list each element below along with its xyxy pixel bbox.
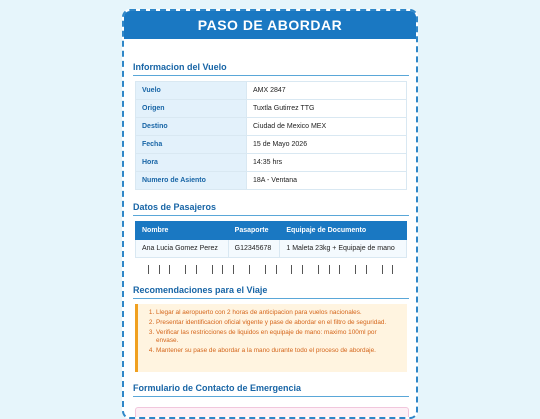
passengers-heading: Datos de Pasajeros <box>133 202 409 216</box>
barcode-bar <box>196 265 197 274</box>
barcode-bar <box>169 265 170 274</box>
barcode-bar <box>307 265 308 274</box>
passengers-cell: Ana Lucia Gomez Perez <box>136 240 229 258</box>
recommendations-list <box>144 309 399 355</box>
barcode-bar <box>329 265 330 274</box>
barcode-bar <box>376 265 377 274</box>
barcode-bar <box>238 265 239 274</box>
barcode-bar <box>323 265 324 274</box>
passengers-cell: G12345678 <box>228 240 280 258</box>
list-item: 3. Verificar las restricciones de liquidos en equipaje de mano: maximo 100ml por envase. <box>156 329 399 345</box>
barcode-bar <box>222 265 223 274</box>
barcode-bar <box>191 265 192 274</box>
flight-info-value: AMX 2847 <box>247 82 407 100</box>
barcode-bar <box>350 265 351 274</box>
barcode-bar <box>313 265 314 274</box>
passengers-column-header: Nombre <box>136 222 229 240</box>
barcode-bar <box>286 265 287 274</box>
barcode-bar <box>392 265 393 274</box>
flight-info-row <box>136 136 407 154</box>
flight-info-label: Numero de Asiento <box>136 172 247 190</box>
flight-info-label: Fecha <box>136 136 247 154</box>
barcode-bar <box>164 265 165 274</box>
barcode-bar <box>159 265 160 274</box>
emergency-heading: Formulario de Contacto de Emergencia <box>133 383 409 397</box>
barcode-bar <box>148 265 149 274</box>
list-item: 2. Presentar identificacion oficial vigente y pase de abordar en el filtro de seguridad. <box>156 319 399 327</box>
barcode-bar <box>345 265 346 274</box>
barcode <box>148 265 394 274</box>
barcode-bar <box>201 265 202 274</box>
barcode-bar <box>355 265 356 274</box>
flight-info-row <box>136 154 407 172</box>
flight-info-row <box>136 118 407 136</box>
list-item: 1. Llegar al aeropuerto con 2 horas de anticipacion para vuelos nacionales. <box>156 309 399 317</box>
list-item: 4. Mantener su pase de abordar a la mano durante todo el proceso de abordaje. <box>156 347 399 355</box>
recommendations-heading: Recomendaciones para el Viaje <box>133 285 409 299</box>
flight-info-heading: Informacion del Vuelo <box>133 62 409 76</box>
recommendations-box <box>135 304 407 372</box>
barcode-bar <box>153 265 154 274</box>
flight-info-value: 18A - Ventana <box>247 172 407 190</box>
barcode-bar <box>249 265 250 274</box>
barcode-bar <box>361 265 362 274</box>
table-row <box>136 240 407 258</box>
barcode-bar <box>318 265 319 274</box>
barcode-bar <box>382 265 383 274</box>
barcode-bar <box>387 265 388 274</box>
passengers-table <box>135 221 407 258</box>
barcode-bar <box>228 265 229 274</box>
barcode-bar <box>260 265 261 274</box>
barcode-bar <box>244 265 245 274</box>
barcode-bar <box>270 265 271 274</box>
barcode-bar <box>180 265 181 274</box>
passengers-column-header: Equipaje de Documento <box>280 222 407 240</box>
barcode-bar <box>297 265 298 274</box>
barcode-bar <box>233 265 234 274</box>
passengers-column-header: Pasaporte <box>228 222 280 240</box>
flight-info-label: Origen <box>136 100 247 118</box>
flight-info-row <box>136 172 407 190</box>
barcode-bar <box>334 265 335 274</box>
barcode-bar <box>339 265 340 274</box>
emergency-form[interactable] <box>135 407 409 419</box>
flight-info-row <box>136 82 407 100</box>
boarding-pass-card <box>122 9 418 419</box>
barcode-bar <box>366 265 367 274</box>
barcode-bar <box>281 265 282 274</box>
passengers-cell: 1 Maleta 23kg + Equipaje de mano <box>280 240 407 258</box>
barcode-bar <box>217 265 218 274</box>
barcode-bar <box>291 265 292 274</box>
barcode-bar <box>175 265 176 274</box>
flight-info-row <box>136 100 407 118</box>
barcode-bar <box>254 265 255 274</box>
barcode-bar <box>185 265 186 274</box>
flight-info-value: 14:35 hrs <box>247 154 407 172</box>
barcode-bar <box>276 265 277 274</box>
barcode-bar <box>265 265 266 274</box>
barcode-bar <box>212 265 213 274</box>
page-title: PASO DE ABORDAR <box>124 11 416 39</box>
barcode-bar <box>206 265 207 274</box>
flight-info-value: Tuxtla Gutirrez TTG <box>247 100 407 118</box>
flight-info-value: 15 de Mayo 2026 <box>247 136 407 154</box>
flight-info-label: Vuelo <box>136 82 247 100</box>
flight-info-label: Hora <box>136 154 247 172</box>
flight-info-value: Ciudad de Mexico MEX <box>247 118 407 136</box>
barcode-bar <box>302 265 303 274</box>
barcode-bar <box>371 265 372 274</box>
flight-info-label: Destino <box>136 118 247 136</box>
flight-info-table <box>135 81 407 190</box>
